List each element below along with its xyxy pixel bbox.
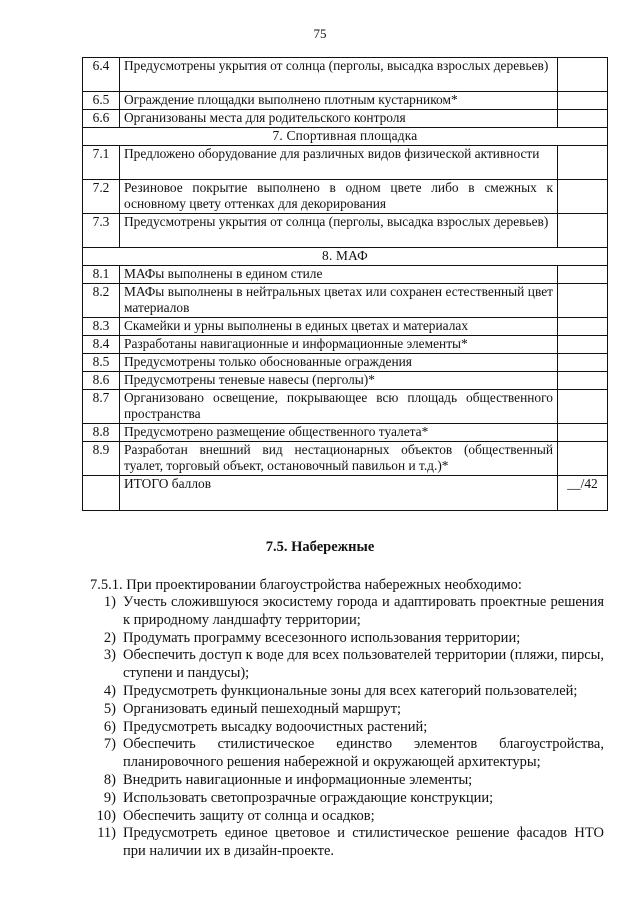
page-number: 75 — [313, 26, 327, 41]
list-item-marker: 1) — [103, 594, 116, 610]
row-criterion: Предусмотрено размещение общественного туалета* — [120, 424, 558, 442]
row-score-cell — [558, 372, 608, 390]
table-row — [83, 318, 608, 336]
table-row — [83, 372, 608, 390]
list-item-marker: 10) — [96, 807, 116, 824]
table-row — [83, 284, 608, 318]
row-score-cell — [558, 336, 608, 354]
row-score-cell — [558, 442, 608, 476]
list-item — [84, 790, 604, 808]
total-score: __/42 — [558, 476, 608, 511]
list-item-text: Использовать светопрозрачные ограждающие конструкции; — [123, 789, 494, 806]
table-row — [83, 424, 608, 442]
table-row — [83, 266, 608, 284]
row-score-cell — [558, 354, 608, 372]
table-row — [83, 354, 608, 372]
row-criterion: Предусмотрены укрытия от солнца (перголы, высадка взрослых деревьев) — [120, 58, 558, 92]
intro-paragraph: 7.5.1. При проектировании благоустройства набережных необходимо: — [90, 577, 522, 593]
table-section-row — [83, 128, 608, 146]
row-number: 8.7 — [83, 390, 120, 424]
table-row — [83, 92, 608, 110]
row-score-cell — [558, 390, 608, 424]
row-criterion: Резиновое покрытие выполнено в одном цвете либо в смежных к основному цвету оттенках для декорирования — [120, 180, 558, 214]
list-item-text: Обеспечить защиту от солнца и осадков; — [123, 807, 375, 824]
list-item — [84, 772, 604, 790]
row-score-cell — [558, 110, 608, 128]
table-row — [83, 180, 608, 214]
row-score-cell — [558, 146, 608, 180]
list-item-marker: 3) — [103, 647, 116, 664]
list-item — [84, 719, 604, 737]
row-criterion: МАФы выполнены в нейтральных цветах или сохранен естественный цвет материалов — [120, 284, 558, 318]
list-item — [84, 701, 604, 719]
row-criterion: Скамейки и урны выполнены в единых цветах и материалах — [120, 318, 558, 336]
list-item-text: Обеспечить доступ к воде для всех пользователей территории (пляжи, пирсы, ступени и пандусы); — [123, 647, 604, 682]
row-score-cell — [558, 214, 608, 248]
row-criterion: Организованы места для родительского контроля — [120, 110, 558, 128]
list-item-marker: 11) — [97, 825, 116, 842]
row-number: 6.6 — [83, 110, 120, 128]
list-item-text: Внедрить навигационные и информационные элементы; — [123, 771, 473, 788]
row-number: 8.8 — [83, 424, 120, 442]
list-item-text: Предусмотреть высадку водоочистных растений; — [123, 718, 428, 735]
row-score-cell — [558, 318, 608, 336]
row-criterion: Предусмотрены только обоснованные ограждения — [120, 354, 558, 372]
row-number: 8.6 — [83, 372, 120, 390]
row-number: 8.2 — [83, 284, 120, 318]
list-item — [84, 736, 604, 772]
table-row — [83, 442, 608, 476]
row-number: 6.5 — [83, 92, 120, 110]
row-criterion: Предусмотрены теневые навесы (перголы)* — [120, 372, 558, 390]
table-row — [83, 336, 608, 354]
table-section-row — [83, 248, 608, 266]
list-item — [84, 808, 604, 826]
list-item-text: Обеспечить стилистическое единство элементов благоустройства, планировочного решения набережной и окружающей архитектуры; — [123, 736, 604, 771]
list-item-text: Предусмотреть функциональные зоны для всех категорий пользователей; — [123, 682, 578, 699]
row-number: 7.1 — [83, 146, 120, 180]
section-heading-maf: 8. МАФ — [83, 248, 608, 266]
section-title: 7.5. Набережные — [265, 539, 375, 555]
row-criterion: Разработаны навигационные и информационные элементы* — [120, 336, 558, 354]
row-criterion: Предусмотрены укрытия от солнца (перголы, высадка взрослых деревьев) — [120, 214, 558, 248]
total-row — [83, 476, 608, 511]
row-score-cell — [558, 92, 608, 110]
list-item-marker: 5) — [103, 700, 116, 717]
list-item-marker: 7) — [103, 736, 116, 753]
row-score-cell — [558, 424, 608, 442]
row-number: 8.5 — [83, 354, 120, 372]
list-item-marker: 2) — [103, 629, 116, 646]
row-number: 8.4 — [83, 336, 120, 354]
table-row — [83, 58, 608, 92]
list-item-marker: 4) — [103, 682, 116, 699]
list-item-marker: 6) — [103, 718, 116, 735]
list-item — [84, 683, 604, 701]
row-criterion: Организовано освещение, покрывающее всю площадь общественного пространства — [120, 390, 558, 424]
requirements-list — [84, 594, 604, 861]
total-label: ИТОГО баллов — [120, 476, 558, 511]
list-item-marker: 9) — [103, 789, 116, 806]
table-row — [83, 146, 608, 180]
row-number: 8.9 — [83, 442, 120, 476]
row-number: 8.3 — [83, 318, 120, 336]
row-score-cell — [558, 180, 608, 214]
list-item-marker: 8) — [103, 771, 116, 788]
list-item-text: Предусмотреть единое цветовое и стилистическое решение фасадов НТО при наличии их в дизайн-проекте. — [123, 825, 604, 860]
list-item-text: Продумать программу всесезонного использования территории; — [123, 629, 521, 646]
table-row — [83, 110, 608, 128]
total-number-cell — [83, 476, 120, 511]
row-score-cell — [558, 284, 608, 318]
section-heading-sport: 7. Спортивная площадка — [83, 128, 608, 146]
row-criterion: МАФы выполнены в едином стиле — [120, 266, 558, 284]
row-number: 7.2 — [83, 180, 120, 214]
list-item-text: Учесть сложившуюся экосистему города и адаптировать проектные решения к природному ландшафту территории; — [123, 594, 604, 628]
list-item — [84, 825, 604, 861]
row-criterion: Предложено оборудование для различных видов физической активности — [120, 146, 558, 180]
table-row — [83, 214, 608, 248]
row-number: 6.4 — [83, 58, 120, 92]
row-number: 8.1 — [83, 266, 120, 284]
row-criterion: Ограждение площадки выполнено плотным кустарником* — [120, 92, 558, 110]
row-criterion: Разработан внешний вид нестационарных объектов (общественный туалет, торговый объект, остановочный павильон и т.д.)* — [120, 442, 558, 476]
row-score-cell — [558, 58, 608, 92]
list-item — [84, 647, 604, 683]
table-row — [83, 390, 608, 424]
list-item — [84, 594, 604, 630]
row-score-cell — [558, 266, 608, 284]
criteria-table — [82, 57, 608, 511]
list-item — [84, 630, 604, 648]
row-number: 7.3 — [83, 214, 120, 248]
list-item-text: Организовать единый пешеходный маршрут; — [123, 700, 402, 717]
